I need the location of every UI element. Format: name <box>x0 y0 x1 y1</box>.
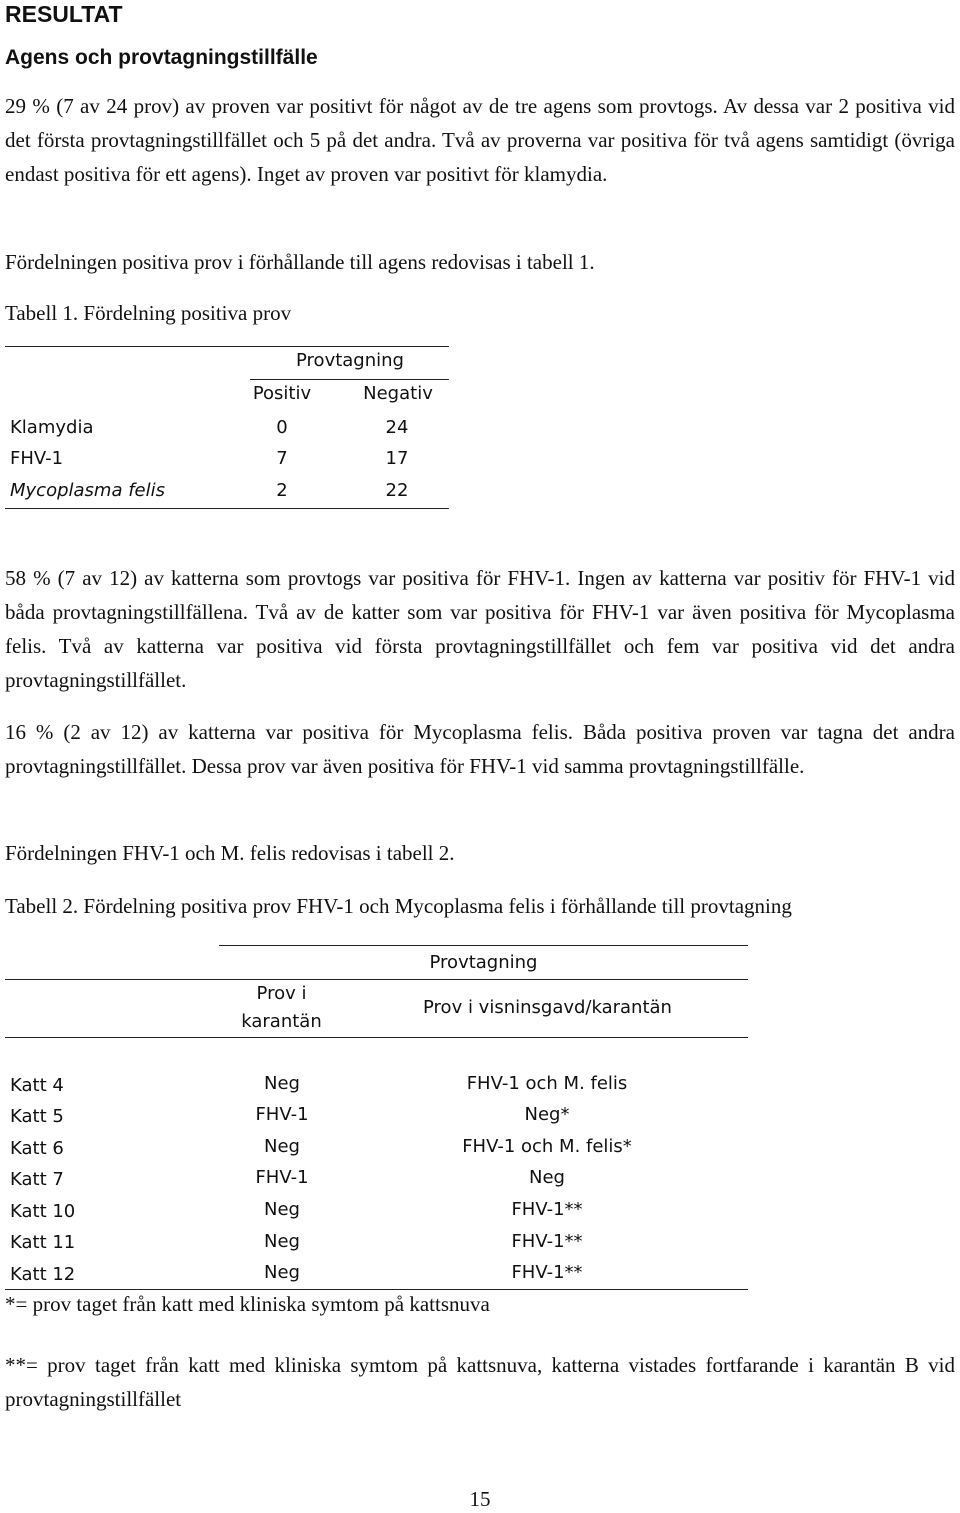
table2-cell: FHV-1 och M. felis <box>466 1073 628 1094</box>
table2-group-header: Provtagning <box>429 952 538 973</box>
table1-cell: 0 <box>276 417 288 438</box>
table2-col2-header: Prov i visninsgavd/karantän <box>423 997 672 1018</box>
table2-cell: FHV-1** <box>511 1231 583 1252</box>
table2-row-label: Katt 10 <box>10 1201 76 1222</box>
table1-cell: 7 <box>276 448 288 469</box>
table2-cell: Neg <box>529 1167 565 1188</box>
table2-cell: FHV-1 och M. felis* <box>462 1136 632 1157</box>
table1-group-header: Provtagning <box>296 350 404 371</box>
table1-top-rule <box>5 346 449 347</box>
table1-row-label: Mycoplasma felis <box>10 480 166 501</box>
table1-row-label: Klamydia <box>10 417 94 438</box>
table1-group-rule <box>250 379 449 380</box>
table2-cell: Neg <box>264 1199 300 1220</box>
table2-cell: Neg <box>264 1136 300 1157</box>
paragraph-2: Fördelningen positiva prov i förhållande till agens redovisas i tabell 1. <box>5 250 595 274</box>
table2-cell: FHV-1** <box>511 1199 583 1220</box>
table2-row-label: Katt 5 <box>10 1106 64 1127</box>
table2-cell: FHV-1 <box>255 1104 309 1125</box>
table2-group-rule <box>5 979 748 980</box>
table2-row-label: Katt 7 <box>10 1169 64 1190</box>
table2-col1-header-line1: Prov i <box>256 983 307 1004</box>
table1-cell: 24 <box>385 417 409 438</box>
table2-header-rule <box>5 1037 748 1038</box>
table2-cell: FHV-1** <box>511 1262 583 1283</box>
table2-footnote-1: *= prov taget från katt med kliniska symtom på kattsnuva <box>5 1292 490 1316</box>
table2-col1-header-line2: karantän <box>241 1011 322 1032</box>
table2-row-label: Katt 6 <box>10 1138 64 1159</box>
table1-cell: 17 <box>385 448 409 469</box>
table1-col-positiv: Positiv <box>252 383 312 404</box>
table1-bottom-rule <box>5 508 449 509</box>
table2-footnote-2: **= prov taget från katt med kliniska symtom på kattsnuva, katterna vistades fortfarande i karantän B vid provtagningstillfället <box>5 1353 955 1411</box>
table2-row-label: Katt 12 <box>10 1264 76 1285</box>
table2-bottom-rule <box>5 1289 748 1290</box>
paragraph-1: 29 % (7 av 24 prov) av proven var positivt för något av de tre agens som provtogs. Av dessa var 2 positiva vid det första provtagningstillfället och 5 på det andra. Två av proverna var positiva för två agens samtidigt (övriga endast positiva för ett agens). Inget av proven var positivt för klamydia. <box>5 94 955 186</box>
paragraph-3: 58 % (7 av 12) av katterna som provtogs var positiva för FHV-1. Ingen av katterna var positiv för FHV-1 vid båda provtagningstillfällena. Två av de katter som var positiva för FHV-1 var även positiva för Mycoplasma felis. Två av katterna var positiva vid första provtagningstillfället och fem var positiva vid det andra provtagningstillfället. <box>5 566 955 692</box>
table2-cell: FHV-1 <box>255 1167 309 1188</box>
table2-row-label: Katt 4 <box>10 1075 64 1096</box>
page-number: 15 <box>469 1487 491 1511</box>
section-title: RESULTAT <box>5 1 123 27</box>
table2-cell: Neg <box>264 1262 300 1283</box>
table2-top-rule <box>219 945 748 946</box>
table2-cell: Neg* <box>524 1104 570 1125</box>
table1-cell: 2 <box>276 480 288 501</box>
table2-cell: Neg <box>264 1073 300 1094</box>
table1-row-label: FHV-1 <box>10 448 64 469</box>
table2-cell: Neg <box>264 1231 300 1252</box>
table1-col-negativ: Negativ <box>363 383 433 404</box>
table1-caption: Tabell 1. Fördelning positiva prov <box>5 301 292 325</box>
subsection-title: Agens och provtagningstillfälle <box>5 46 318 69</box>
table1-cell: 22 <box>385 480 409 501</box>
paragraph-5: Fördelningen FHV-1 och M. felis redovisas i tabell 2. <box>5 841 455 865</box>
table2-row-label: Katt 11 <box>10 1232 76 1253</box>
paragraph-4: 16 % (2 av 12) av katterna var positiva för Mycoplasma felis. Båda positiva proven var tagna det andra provtagningstillfället. Dessa prov var även positiva för FHV-1 vid samma provtagningstillfälle. <box>5 720 955 778</box>
table2-caption: Tabell 2. Fördelning positiva prov FHV-1 och Mycoplasma felis i förhållande till provtagning <box>5 894 792 918</box>
